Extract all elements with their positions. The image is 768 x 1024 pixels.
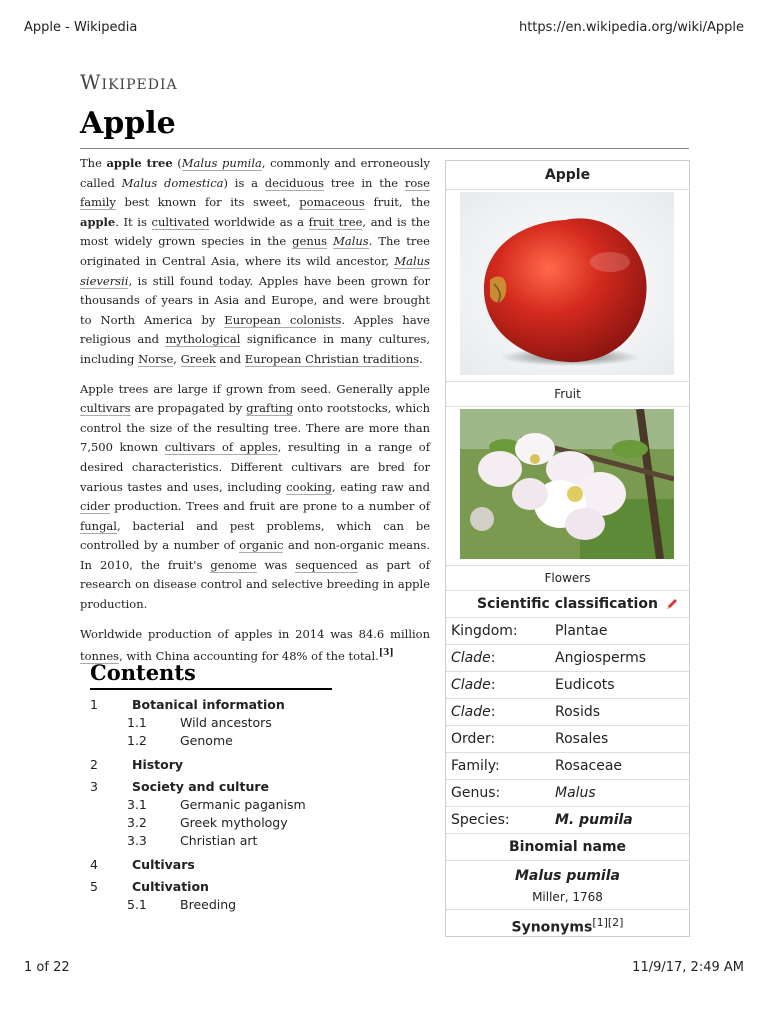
taxon-row-clade-1: Clade: Angiosperms [446,645,689,672]
taxon-row-species: Species: M. pumila [446,807,689,834]
link-grafting[interactable]: grafting [246,401,294,416]
link-cultivars-of-apples[interactable]: cultivars of apples [164,440,278,455]
infobox [445,160,690,937]
table-of-contents [90,660,332,914]
taxon-row-order: Order: Rosales [446,726,689,753]
link-cider[interactable]: cider [80,499,110,514]
fruit-caption: Fruit [446,382,689,407]
taxon-link-plantae[interactable]: Plantae [555,623,608,639]
flowers-caption: Flowers [446,566,689,591]
page-counter: 1 of 22 [24,960,70,975]
link-genome[interactable]: genome [210,557,257,572]
link-cultivated[interactable]: cultivated [151,214,210,229]
toc-item-breeding[interactable]: 5.1 Breeding [127,897,237,912]
link-cooking[interactable]: cooking [286,479,332,494]
edit-pencil-icon[interactable] [665,597,679,611]
taxon-link-rosales[interactable]: Rosales [555,731,609,747]
synonyms-heading: Synonyms[1][2] [511,916,624,936]
scientific-classification-heading: Scientific classification [446,591,689,618]
link-norse[interactable]: Norse [138,351,174,366]
link-tonnes[interactable]: tonnes [80,649,120,664]
link-malus-pumila[interactable]: Malus pumila [181,156,262,170]
link-rose-family[interactable]: rose family [80,175,430,210]
synonyms-references[interactable]: [1][2] [592,916,624,929]
document-title: Apple - Wikipedia [24,20,138,35]
title-divider [80,148,689,149]
toc-item-history[interactable]: 2 History [90,757,184,772]
binomial-authority: Miller, 1768 [446,887,689,910]
toc-item-christian-art[interactable]: 3.3 Christian art [127,833,258,848]
apple-fruit-image[interactable] [460,192,674,375]
toc-item-cultivars[interactable]: 4 Cultivars [90,857,195,872]
link-deciduous[interactable]: deciduous [264,175,325,190]
document-url[interactable]: https://en.wikipedia.org/wiki/Apple [518,20,744,35]
link-cultivars[interactable]: cultivars [80,401,131,416]
toc-item-wild-ancestors[interactable]: 1.1 Wild ancestors [127,715,272,730]
link-fungal[interactable]: fungal [80,518,117,533]
wikipedia-wordmark[interactable]: Wikipedia [80,70,178,94]
taxon-row-family: Family: Rosaceae [446,753,689,780]
intro-paragraph-1: The apple tree (Malus pumila, commonly and erroneously called Malus domestica) is a deciduous tree in the rose family best known for its sweet, pomaceous fruit, the apple. It is cultivated worldwide as a fruit tree, and is the most widely grown species in the genus Malus. The tree originated in Central Asia, where its wild ancestor, Malus sieversii, is still found today. Apples have been grown for thousands of years in Asia and Europe, and were brought to North America by European colonists. Apples have religious and mythological significance in many cultures, including Norse, Greek and European Christian traditions. [80,156,430,366]
toc-item-genome[interactable]: 1.2 Genome [127,733,233,748]
link-mythological[interactable]: mythological [165,332,241,347]
link-greek[interactable]: Greek [180,351,216,366]
taxon-link-rosaceae[interactable]: Rosaceae [555,758,623,774]
link-european-colonists[interactable]: European colonists [224,312,342,327]
link-genus[interactable]: genus [292,234,328,249]
article-body [80,154,430,677]
link-fruit-tree[interactable]: fruit tree [308,214,363,229]
taxon-row-clade-3: Clade: Rosids [446,699,689,726]
taxon-row-kingdom: Kingdom: Plantae [446,618,689,645]
infobox-title: Apple [446,161,689,190]
taxon-link-rosids[interactable]: Rosids [555,704,601,720]
taxon-link-eudicots[interactable]: Eudicots [555,677,615,693]
pdf-header [24,20,744,35]
pdf-footer [24,960,744,975]
intro-paragraph-3: Worldwide production of apples in 2014 was 84.6 million tonnes, with China accounting for 48% of the total.[3] [80,626,430,664]
taxon-link-malus[interactable]: Malus [555,785,596,801]
link-organic[interactable]: organic [239,538,284,553]
binomial-name-heading: Binomial name [446,834,689,861]
link-european-christian[interactable]: European Christian traditions [244,351,420,366]
link-pomaceous[interactable]: pomaceous [299,195,365,210]
taxon-row-clade-2: Clade: Eudicots [446,672,689,699]
taxon-link-angiosperms[interactable]: Angiosperms [555,650,647,666]
toc-item-germanic-paganism[interactable]: 3.1 Germanic paganism [127,797,306,812]
link-malus[interactable]: Malus [333,234,369,249]
toc-item-botanical-information[interactable]: 1 Botanical information [90,697,285,712]
toc-item-cultivation[interactable]: 5 Cultivation [90,879,209,894]
taxon-row-genus: Genus: Malus [446,780,689,807]
print-timestamp: 11/9/17, 2:49 AM [632,960,744,975]
flowers-image-cell [446,407,689,566]
toc-item-society-and-culture[interactable]: 3 Society and culture [90,779,269,794]
intro-paragraph-2: Apple trees are large if grown from seed. Generally apple cultivars are propagated by grafting onto rootstocks, which control the size of the resulting tree. There are more than 7,500 known cultivars of apples, resulting in a range of desired characteristics. Different cultivars are bred for various tastes and uses, including cooking, eating raw and cider production. Trees and fruit are prone to a number of fungal, bacterial and pest problems, which can be controlled by a number of organic and non-organic means. In 2010, the fruit's genome was sequenced as part of research on disease control and selective breeding in apple production. [80,381,430,612]
link-malus-sieversii[interactable]: Malus sieversii [80,253,430,288]
reference-3[interactable]: [3] [378,648,394,659]
page-title: Apple [80,106,176,141]
fruit-image-cell [446,190,689,382]
apple-flowers-image[interactable] [460,409,674,559]
taxon-species-value: M. pumila [555,812,633,828]
toc-heading: Contents [90,660,332,690]
link-sequenced[interactable]: sequenced [295,557,358,572]
binomial-name: Malus pumila [515,868,620,884]
toc-item-greek-mythology[interactable]: 3.2 Greek mythology [127,815,288,830]
